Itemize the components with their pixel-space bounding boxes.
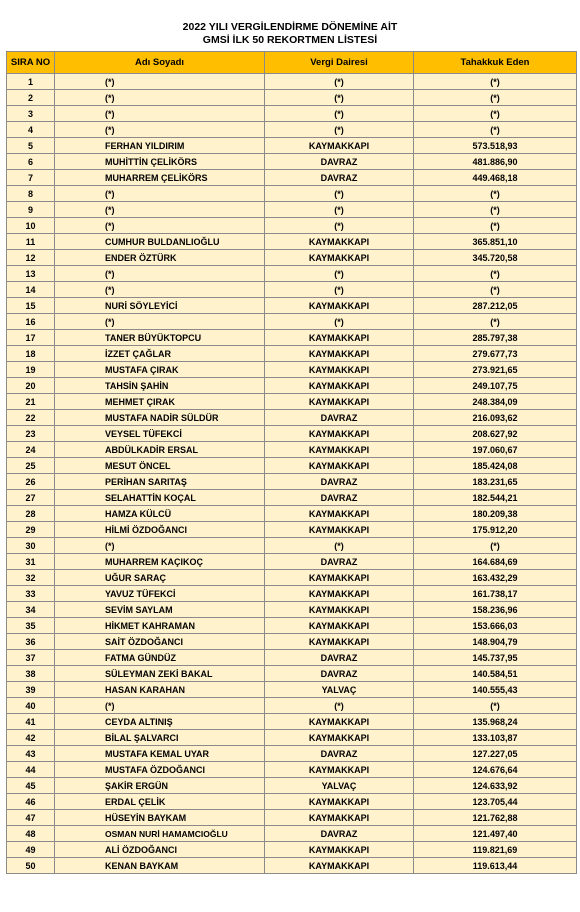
cell-name: İZZET ÇAĞLAR (55, 346, 265, 362)
cell-name: SÜLEYMAN ZEKİ BAKAL (55, 666, 265, 682)
cell-sira-no: 13 (7, 266, 55, 282)
table-row (7, 122, 577, 138)
cell-tax-office: (*) (265, 90, 414, 106)
cell-sira-no: 43 (7, 746, 55, 762)
cell-tax-office: (*) (265, 698, 414, 714)
cell-amount: 121.762,88 (414, 810, 577, 826)
cell-tax-office: YALVAÇ (265, 682, 414, 698)
cell-sira-no: 45 (7, 778, 55, 794)
cell-amount: 121.497,40 (414, 826, 577, 842)
cell-name: (*) (55, 282, 265, 298)
cell-sira-no: 40 (7, 698, 55, 714)
cell-sira-no: 37 (7, 650, 55, 666)
cell-name: (*) (55, 74, 265, 90)
cell-tax-office: DAVRAZ (265, 650, 414, 666)
cell-sira-no: 3 (7, 106, 55, 122)
cell-name: MUSTAFA ÖZDOĞANCI (55, 762, 265, 778)
cell-tax-office: (*) (265, 74, 414, 90)
cell-sira-no: 33 (7, 586, 55, 602)
table-row (7, 378, 577, 394)
cell-amount: (*) (414, 74, 577, 90)
cell-sira-no: 39 (7, 682, 55, 698)
table-row (7, 698, 577, 714)
cell-amount: 345.720,58 (414, 250, 577, 266)
cell-sira-no: 12 (7, 250, 55, 266)
cell-amount: 287.212,05 (414, 298, 577, 314)
cell-tax-office: KAYMAKKAPI (265, 634, 414, 650)
cell-tax-office: (*) (265, 106, 414, 122)
cell-tax-office: KAYMAKKAPI (265, 394, 414, 410)
table-row (7, 858, 577, 874)
cell-sira-no: 48 (7, 826, 55, 842)
cell-name: ERDAL ÇELİK (55, 794, 265, 810)
cell-amount: 449.468,18 (414, 170, 577, 186)
cell-sira-no: 30 (7, 538, 55, 554)
cell-tax-office: KAYMAKKAPI (265, 234, 414, 250)
cell-sira-no: 11 (7, 234, 55, 250)
table-row (7, 170, 577, 186)
header-name: Adı Soyadı (55, 52, 265, 74)
cell-sira-no: 34 (7, 602, 55, 618)
cell-name: HASAN KARAHAN (55, 682, 265, 698)
cell-amount: 248.384,09 (414, 394, 577, 410)
table-row (7, 778, 577, 794)
cell-sira-no: 47 (7, 810, 55, 826)
cell-tax-office: YALVAÇ (265, 778, 414, 794)
cell-tax-office: KAYMAKKAPI (265, 298, 414, 314)
cell-tax-office: KAYMAKKAPI (265, 346, 414, 362)
cell-sira-no: 17 (7, 330, 55, 346)
cell-tax-office: (*) (265, 122, 414, 138)
cell-name: MUSTAFA KEMAL UYAR (55, 746, 265, 762)
cell-amount: 127.227,05 (414, 746, 577, 762)
table-row (7, 570, 577, 586)
table-row (7, 714, 577, 730)
rekortmen-table (6, 51, 577, 874)
table-body (7, 74, 577, 874)
table-header-row (7, 52, 577, 74)
table-row (7, 842, 577, 858)
cell-amount: (*) (414, 186, 577, 202)
cell-tax-office: KAYMAKKAPI (265, 586, 414, 602)
cell-amount: 164.684,69 (414, 554, 577, 570)
cell-tax-office: (*) (265, 202, 414, 218)
table-row (7, 394, 577, 410)
cell-tax-office: KAYMAKKAPI (265, 730, 414, 746)
cell-amount: (*) (414, 90, 577, 106)
header-sira-no: SIRA NO (7, 52, 55, 74)
cell-name: (*) (55, 218, 265, 234)
table-row (7, 442, 577, 458)
cell-tax-office: (*) (265, 266, 414, 282)
table-row (7, 186, 577, 202)
table-row (7, 474, 577, 490)
table-row (7, 234, 577, 250)
cell-tax-office: KAYMAKKAPI (265, 842, 414, 858)
cell-name: ENDER ÖZTÜRK (55, 250, 265, 266)
cell-sira-no: 25 (7, 458, 55, 474)
cell-name: UĞUR SARAÇ (55, 570, 265, 586)
cell-amount: 279.677,73 (414, 346, 577, 362)
table-row (7, 74, 577, 90)
cell-sira-no: 22 (7, 410, 55, 426)
cell-name: TAHSİN ŞAHİN (55, 378, 265, 394)
cell-sira-no: 35 (7, 618, 55, 634)
cell-sira-no: 2 (7, 90, 55, 106)
table-row (7, 634, 577, 650)
cell-name: ALİ ÖZDOĞANCI (55, 842, 265, 858)
table-row (7, 298, 577, 314)
cell-name: MUSTAFA ÇIRAK (55, 362, 265, 378)
cell-name: ABDÜLKADİR ERSAL (55, 442, 265, 458)
cell-tax-office: KAYMAKKAPI (265, 330, 414, 346)
cell-tax-office: (*) (265, 314, 414, 330)
cell-sira-no: 16 (7, 314, 55, 330)
cell-amount: (*) (414, 202, 577, 218)
cell-amount: 185.424,08 (414, 458, 577, 474)
cell-tax-office: DAVRAZ (265, 154, 414, 170)
cell-amount: 140.555,43 (414, 682, 577, 698)
cell-sira-no: 38 (7, 666, 55, 682)
cell-amount: 123.705,44 (414, 794, 577, 810)
cell-sira-no: 46 (7, 794, 55, 810)
cell-name: (*) (55, 106, 265, 122)
cell-amount: 182.544,21 (414, 490, 577, 506)
cell-amount: 175.912,20 (414, 522, 577, 538)
cell-amount: (*) (414, 282, 577, 298)
cell-name: MUHARREM KAÇIKOÇ (55, 554, 265, 570)
table-row (7, 282, 577, 298)
cell-sira-no: 26 (7, 474, 55, 490)
cell-name: MESUT ÖNCEL (55, 458, 265, 474)
cell-tax-office: (*) (265, 282, 414, 298)
cell-amount: (*) (414, 218, 577, 234)
cell-name: PERİHAN SARITAŞ (55, 474, 265, 490)
cell-amount: (*) (414, 698, 577, 714)
cell-tax-office: KAYMAKKAPI (265, 794, 414, 810)
cell-name: MEHMET ÇIRAK (55, 394, 265, 410)
cell-tax-office: KAYMAKKAPI (265, 714, 414, 730)
cell-sira-no: 36 (7, 634, 55, 650)
cell-tax-office: KAYMAKKAPI (265, 810, 414, 826)
cell-sira-no: 14 (7, 282, 55, 298)
table-row (7, 682, 577, 698)
cell-name: CEYDA ALTINIŞ (55, 714, 265, 730)
cell-amount: 133.103,87 (414, 730, 577, 746)
table-row (7, 618, 577, 634)
cell-tax-office: (*) (265, 186, 414, 202)
header-tax-office: Vergi Dairesi (265, 52, 414, 74)
cell-sira-no: 50 (7, 858, 55, 874)
cell-tax-office: KAYMAKKAPI (265, 362, 414, 378)
cell-sira-no: 42 (7, 730, 55, 746)
cell-amount: 249.107,75 (414, 378, 577, 394)
cell-tax-office: DAVRAZ (265, 554, 414, 570)
cell-amount: 573.518,93 (414, 138, 577, 154)
cell-amount: 135.968,24 (414, 714, 577, 730)
cell-tax-office: DAVRAZ (265, 826, 414, 842)
document-title: 2022 YILI VERGİLENDİRME DÖNEMİNE AİT (182, 21, 398, 33)
table-row (7, 426, 577, 442)
cell-name: HİLMİ ÖZDOĞANCI (55, 522, 265, 538)
table-row (7, 762, 577, 778)
table-row (7, 458, 577, 474)
cell-name: (*) (55, 266, 265, 282)
cell-sira-no: 18 (7, 346, 55, 362)
cell-name: YAVUZ TÜFEKCİ (55, 586, 265, 602)
cell-sira-no: 1 (7, 74, 55, 90)
table-row (7, 250, 577, 266)
cell-amount: (*) (414, 266, 577, 282)
cell-name: (*) (55, 314, 265, 330)
cell-name: (*) (55, 186, 265, 202)
table-row (7, 138, 577, 154)
cell-amount: (*) (414, 122, 577, 138)
cell-name: NURİ SÖYLEYİCİ (55, 298, 265, 314)
cell-tax-office: DAVRAZ (265, 170, 414, 186)
cell-sira-no: 9 (7, 202, 55, 218)
table-row (7, 554, 577, 570)
cell-amount: 208.627,92 (414, 426, 577, 442)
cell-sira-no: 23 (7, 426, 55, 442)
cell-amount: 161.738,17 (414, 586, 577, 602)
cell-amount: 119.613,44 (414, 858, 577, 874)
header-amount: Tahakkuk Eden (414, 52, 577, 74)
cell-sira-no: 5 (7, 138, 55, 154)
cell-name: MUSTAFA NADİR SÜLDÜR (55, 410, 265, 426)
table-row (7, 154, 577, 170)
cell-name: ŞAKİR ERGÜN (55, 778, 265, 794)
cell-amount: 285.797,38 (414, 330, 577, 346)
cell-name: (*) (55, 202, 265, 218)
cell-tax-office: (*) (265, 218, 414, 234)
cell-amount: 365.851,10 (414, 234, 577, 250)
cell-sira-no: 21 (7, 394, 55, 410)
cell-amount: 180.209,38 (414, 506, 577, 522)
cell-tax-office: KAYMAKKAPI (265, 442, 414, 458)
table-row (7, 106, 577, 122)
cell-amount: 273.921,65 (414, 362, 577, 378)
table-row (7, 666, 577, 682)
document-subtitle: GMSİ İLK 50 REKORTMEN LİSTESİ (202, 34, 378, 46)
cell-tax-office: KAYMAKKAPI (265, 458, 414, 474)
cell-amount: (*) (414, 314, 577, 330)
cell-name: (*) (55, 90, 265, 106)
cell-amount: 481.886,90 (414, 154, 577, 170)
cell-sira-no: 6 (7, 154, 55, 170)
cell-tax-office: KAYMAKKAPI (265, 506, 414, 522)
cell-sira-no: 29 (7, 522, 55, 538)
cell-sira-no: 8 (7, 186, 55, 202)
table-row (7, 794, 577, 810)
table-row (7, 730, 577, 746)
cell-name: OSMAN NURİ HAMAMCIOĞLU (55, 826, 265, 842)
cell-tax-office: KAYMAKKAPI (265, 250, 414, 266)
cell-name: MUHARREM ÇELİKÖRS (55, 170, 265, 186)
cell-tax-office: DAVRAZ (265, 666, 414, 682)
cell-tax-office: KAYMAKKAPI (265, 138, 414, 154)
cell-tax-office: KAYMAKKAPI (265, 618, 414, 634)
cell-amount: 153.666,03 (414, 618, 577, 634)
cell-amount: 124.676,64 (414, 762, 577, 778)
cell-sira-no: 41 (7, 714, 55, 730)
cell-name: TANER BÜYÜKTOPCU (55, 330, 265, 346)
cell-name: FATMA GÜNDÜZ (55, 650, 265, 666)
table-row (7, 362, 577, 378)
cell-amount: (*) (414, 106, 577, 122)
table-row (7, 266, 577, 282)
cell-sira-no: 15 (7, 298, 55, 314)
table-row (7, 746, 577, 762)
cell-amount: 148.904,79 (414, 634, 577, 650)
cell-tax-office: KAYMAKKAPI (265, 762, 414, 778)
table-row (7, 202, 577, 218)
cell-name: BİLAL ŞALVARCI (55, 730, 265, 746)
cell-amount: 197.060,67 (414, 442, 577, 458)
table-row (7, 218, 577, 234)
cell-tax-office: DAVRAZ (265, 490, 414, 506)
cell-amount: 145.737,95 (414, 650, 577, 666)
table-row (7, 650, 577, 666)
table-row (7, 538, 577, 554)
cell-name: HAMZA KÜLCÜ (55, 506, 265, 522)
cell-tax-office: KAYMAKKAPI (265, 378, 414, 394)
cell-name: KENAN BAYKAM (55, 858, 265, 874)
cell-sira-no: 28 (7, 506, 55, 522)
cell-sira-no: 27 (7, 490, 55, 506)
cell-amount: 216.093,62 (414, 410, 577, 426)
cell-name: HİKMET KAHRAMAN (55, 618, 265, 634)
cell-name: HÜSEYİN BAYKAM (55, 810, 265, 826)
cell-tax-office: (*) (265, 538, 414, 554)
table-row (7, 506, 577, 522)
cell-name: (*) (55, 698, 265, 714)
cell-sira-no: 24 (7, 442, 55, 458)
cell-sira-no: 4 (7, 122, 55, 138)
cell-name: VEYSEL TÜFEKCİ (55, 426, 265, 442)
table-row (7, 522, 577, 538)
cell-amount: 183.231,65 (414, 474, 577, 490)
table-row (7, 330, 577, 346)
cell-sira-no: 31 (7, 554, 55, 570)
cell-name: MUHİTTİN ÇELİKÖRS (55, 154, 265, 170)
cell-tax-office: DAVRAZ (265, 746, 414, 762)
cell-name: CUMHUR BULDANLIOĞLU (55, 234, 265, 250)
cell-amount: 163.432,29 (414, 570, 577, 586)
cell-tax-office: DAVRAZ (265, 474, 414, 490)
cell-name: SELAHATTİN KOÇAL (55, 490, 265, 506)
cell-tax-office: DAVRAZ (265, 410, 414, 426)
cell-tax-office: KAYMAKKAPI (265, 570, 414, 586)
cell-amount: 119.821,69 (414, 842, 577, 858)
cell-tax-office: KAYMAKKAPI (265, 426, 414, 442)
cell-tax-office: KAYMAKKAPI (265, 522, 414, 538)
cell-amount: (*) (414, 538, 577, 554)
cell-sira-no: 19 (7, 362, 55, 378)
table-row (7, 490, 577, 506)
table-row (7, 346, 577, 362)
cell-tax-office: KAYMAKKAPI (265, 858, 414, 874)
cell-amount: 140.584,51 (414, 666, 577, 682)
table-row (7, 826, 577, 842)
table-row (7, 586, 577, 602)
cell-sira-no: 32 (7, 570, 55, 586)
cell-amount: 158.236,96 (414, 602, 577, 618)
table-row (7, 410, 577, 426)
table-row (7, 810, 577, 826)
cell-sira-no: 10 (7, 218, 55, 234)
cell-name: (*) (55, 122, 265, 138)
table-row (7, 314, 577, 330)
cell-sira-no: 7 (7, 170, 55, 186)
cell-tax-office: KAYMAKKAPI (265, 602, 414, 618)
cell-sira-no: 44 (7, 762, 55, 778)
cell-name: SEVİM SAYLAM (55, 602, 265, 618)
cell-amount: 124.633,92 (414, 778, 577, 794)
cell-sira-no: 49 (7, 842, 55, 858)
table-row (7, 90, 577, 106)
cell-name: (*) (55, 538, 265, 554)
table-row (7, 602, 577, 618)
cell-name: FERHAN YILDIRIM (55, 138, 265, 154)
cell-name: SAİT ÖZDOĞANCI (55, 634, 265, 650)
cell-sira-no: 20 (7, 378, 55, 394)
